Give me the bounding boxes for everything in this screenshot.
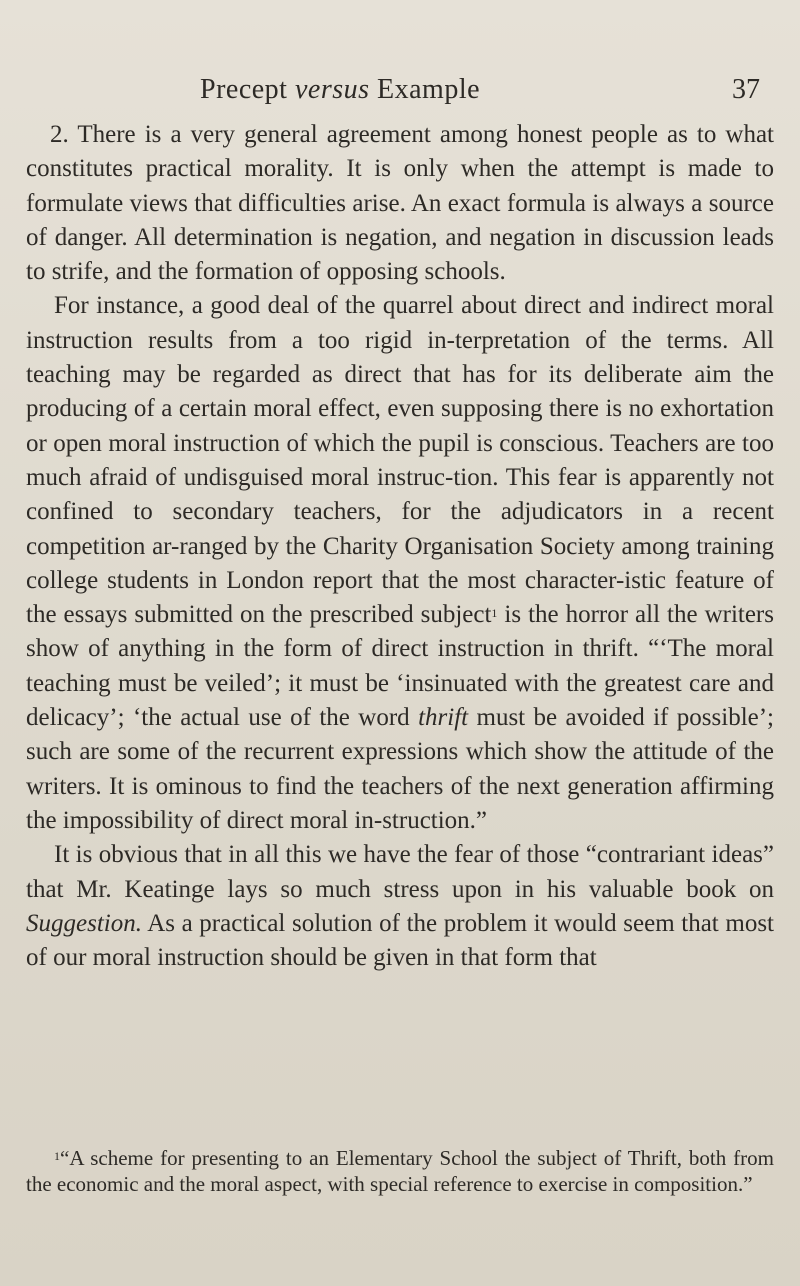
paragraph-2-part-b: is the horror all the writers show of anything in the form of direct instruction in thrift. “‘The moral teaching must be veiled’; it must be ‘insinuated with the greatest care and delicacy’; ‘the actual use of the word [26,601,774,732]
paragraph-3-italic: Suggestion. [26,909,142,937]
paragraph-3-part-b: As a practical solution of the problem it would seem that most of our moral instruction should be given in that form that [26,909,774,972]
running-title-end: Example [369,74,481,105]
page-number: 37 [732,74,760,105]
running-title [200,74,480,106]
paragraph-2 [26,289,774,838]
paragraph-2-part-a: For instance, a good deal of the quarrel about direct and indirect moral instruction results from a too rigid in-terpretation of the terms. All teaching may be regarded as direct that has for its deliberate aim the producing of a certain moral effect, even supposing there is no exhortation or open moral instruction of which the pupil is conscious. Teachers are too much afraid of undisguised moral instruc-tion. This fear is apparently not confined to secondary teachers, for the adjudicators in a recent competition ar-ranged by the Charity Organisation Society among training college students in London report that the most character-istic feature of the essays submitted on the prescribed subject [26,292,774,629]
paragraph-2-part-c: must be avoided if possible’; such are some of the recurrent expressions which show the attitude of the writers. It is ominous to find the teachers of the next generation affirming the impossibility of direct moral in-struction.” [26,704,775,834]
running-title-italic: versus [294,74,370,105]
body-text [26,118,774,975]
footnote [26,1145,774,1197]
paragraph-3-part-a: It is obvious that in all this we have the fear of those “contrariant ideas” that Mr. Keatinge lays so much stress upon in his valuable book on [26,841,774,903]
page-header [0,70,800,110]
paragraph-1: 2. There is a very general agreement among honest people as to what constitutes practical morality. It is only when the attempt is made to formulate views that difficulties arise. An exact formula is always a source of danger. All determination is negation, and negation in discussion leads to strife, and the formation of opposing schools. [26,121,774,286]
footnote-marker: 1 [54,1149,60,1163]
paragraph-3 [26,838,774,975]
footnote-paragraph [26,1145,774,1197]
footnote-text: “A scheme for presenting to an Elementary School the subject of Thrift, both from the economic and the moral aspect, with special reference to exercise in composition.” [26,1146,774,1196]
paragraph-2-italic: thrift [418,704,469,732]
running-title-start: Precept [200,74,295,105]
footnote-reference: 1 [491,606,498,621]
